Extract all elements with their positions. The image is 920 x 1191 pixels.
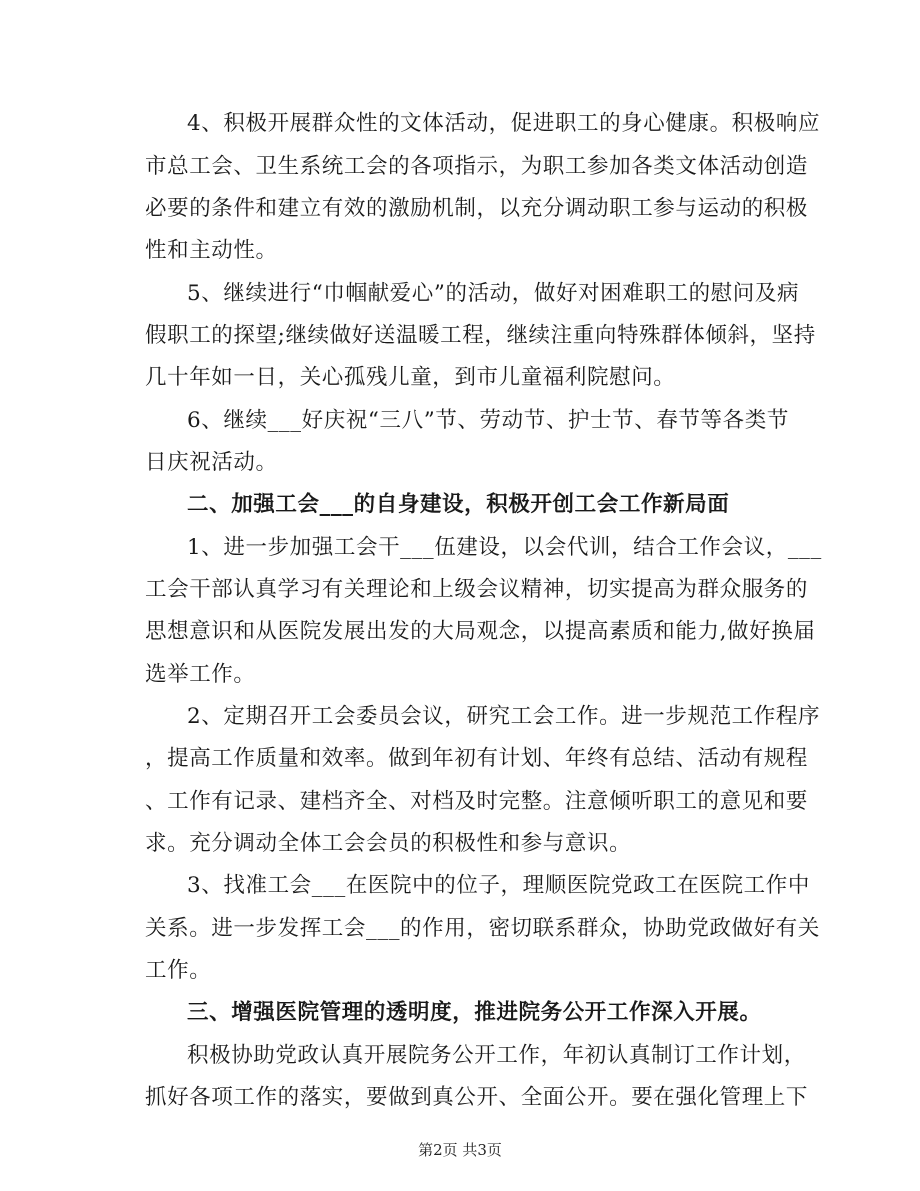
text-line: 日庆祝活动。 — [145, 450, 278, 475]
text-line: 3、找准工会___在医院中的位子，理顺医院党政工在医院工作中 — [187, 873, 810, 898]
text-line: ，提高工作质量和效率。做到年初有计划、年终有总结、活动有规程 — [145, 746, 809, 771]
text-line: 求。充分调动全体工会会员的积极性和参与意识。 — [145, 831, 632, 856]
text-line: 6、继续___好庆祝“三八”节、劳动节、护士节、春节等各类节 — [187, 408, 789, 433]
section-heading: 三、增强医院管理的透明度，推进院务公开工作深入开展。 — [187, 1000, 762, 1025]
text-line: 必要的条件和建立有效的激励机制，以充分调动职工参与运动的积极 — [145, 196, 809, 221]
text-line: 4、积极开展群众性的文体活动，促进职工的身心健康。积极响应 — [187, 111, 821, 136]
section-heading: 二、加强工会___的自身建设，积极开创工会工作新局面 — [187, 492, 730, 517]
text-line: 关系。进一步发挥工会___的作用，密切联系群众，协助党政做好有关 — [145, 916, 820, 941]
text-line: 2、定期召开工会委员会议，研究工会工作。进一步规范工作程序 — [187, 704, 821, 729]
text-line: 性和主动性。 — [145, 238, 278, 263]
text-line: 、工作有记录、建档齐全、对档及时完整。注意倾听职工的意见和要 — [145, 789, 809, 814]
text-line: 1、进一步加强工会干___伍建设，以会代训，结合工作会议，___ — [187, 535, 822, 560]
text-line: 工会干部认真学习有关理论和上级会议精神，切实提高为群众服务的 — [145, 577, 809, 602]
text-line: 5、继续进行“巾帼献爱心”的活动，做好对困难职工的慰问及病 — [187, 281, 800, 306]
text-line: 工作。 — [145, 958, 212, 983]
text-line: 几十年如一日，关心孤残儿童，到市儿童福利院慰问。 — [145, 365, 676, 390]
text-line: 假职工的探望;继续做好送温暖工程，继续注重向特殊群体倾斜，坚持 — [145, 323, 816, 348]
text-line: 选举工作。 — [145, 662, 256, 687]
text-line: 思想意识和从医院发展出发的大局观念，以提高素质和能力,做好换届 — [145, 619, 816, 644]
text-line: 积极协助党政认真开展院务公开工作，年初认真制订工作计划， — [187, 1043, 806, 1068]
text-line: 抓好各项工作的落实，要做到真公开、全面公开。要在强化管理上下 — [145, 1085, 809, 1110]
page-number: 第2页 共3页 — [418, 1141, 502, 1159]
text-line: 市总工会、卫生系统工会的各项指示，为职工参加各类文体活动创造 — [145, 154, 809, 179]
